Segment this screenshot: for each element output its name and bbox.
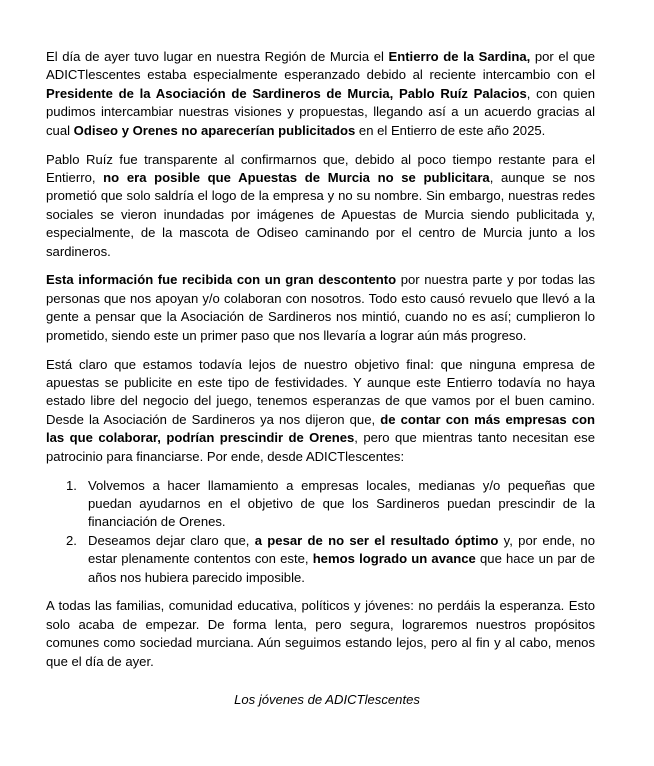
- paragraph-objetivo: Está claro que estamos todavía lejos de nuestro objetivo final: que ninguna empresa de apuestas se publicite en este tipo de festividades. Y aunque este Entierro todavía no haya estado libre del negocio del juego, tenemos esperanzas de que vamos por el buen camino. Desde la Asociación de Sardineros ya nos dijeron que, de contar con más empresas con las que colaborar, podrían prescindir de Orenes, pero que mientras tanto necesitan ese patrocinio para financiarse. Por ende, desde ADICTlescentes:: [46, 356, 595, 464]
- bold-text: de contar con más empresas con las que colaborar, podrían prescindir de Orenes: [46, 411, 595, 446]
- bold-text: Entierro de la Sardina,: [388, 49, 531, 64]
- paragraph-closing: A todas las familias, comunidad educativa, políticos y jóvenes: no perdáis la esperanza. Esto solo acaba de empezar. De forma lenta, pero segura, lograremos nuestros propósitos comunes como sociedad murciana. Aún seguimos estando lejos, pero al fin y al cabo, menos que el día de ayer.: [46, 598, 595, 669]
- bold-text: Presidente de la Asociación de Sardineros de Murcia, Pablo Ruíz Palacios: [46, 85, 527, 101]
- bold-text: Odiseo y Orenes no aparecerían publicitados: [73, 122, 356, 138]
- document-body: [46, 48, 595, 682]
- list-item-text: Deseamos dejar claro que, a pesar de no ser el resultado óptimo y, por ende, no estar plenamente contentos con este, hemos logrado un avance que hace un par de años nos hubiera parecido imposible.: [88, 532, 595, 585]
- list-item-number: 2.: [66, 532, 77, 548]
- bold-text: Esta información fue recibida con un gran descontento: [46, 272, 397, 288]
- bold-text: a pesar de no ser el resultado óptimo: [254, 532, 499, 548]
- paragraph-descontento: Esta información fue recibida con un gran descontento por nuestra parte y por todas las personas que nos apoyan y/o colaboran con nosotros. Todo esto causó revuelo que llevó a la gente a pensar que la Asociación de Sardineros nos mintió, cuando no es así; cumplieron lo prometido, siendo este un primer paso que nos llevaría a lograr aún más progreso.: [46, 272, 595, 343]
- paragraph-intro: El día de ayer tuvo lugar en nuestra Región de Murcia el Entierro de la Sardina, por el que ADICTlescentes estaba especialmente esperanzado debido al reciente intercambio con el Presidente de la Asociación de Sardineros de Murcia, Pablo Ruíz Palacios, con quien pudimos intercambiar nuestras visiones y propuestas, llegando así a un acuerdo gracias al cual Odiseo y Orenes no aparecerían publicitados en el Entierro de este año 2025.: [46, 49, 595, 138]
- list-item: [46, 477, 595, 532]
- bold-text: hemos logrado un avance: [312, 551, 476, 567]
- list-item-text: Volvemos a hacer llamamiento a empresas locales, medianas y/o pequeñas que puedan ayudarnos en el objetivo de que los Sardineros puedan prescindir de la financiación de Orenes.: [88, 477, 595, 530]
- bold-text: no era posible que Apuestas de Murcia no se publicitara: [103, 169, 490, 185]
- list-item: [46, 532, 595, 587]
- signature: Los jóvenes de ADICTlescentes: [234, 692, 420, 707]
- numbered-list: [46, 477, 595, 587]
- list-item-number: 1.: [66, 477, 77, 493]
- paragraph-pablo-ruiz: Pablo Ruíz fue transparente al confirmarnos que, debido al poco tiempo restante para el Entierro, no era posible que Apuestas de Murcia no se publicitara, aunque se nos prometió que solo saldría el logo de la empresa y no su nombre. Sin embargo, nuestras redes sociales se vieron inundadas por imágenes de Apuestas de Murcia siendo publicitada y, especialmente, de la mascota de Odiseo caminando por el centro de Murcia junto a los sardineros.: [46, 151, 596, 259]
